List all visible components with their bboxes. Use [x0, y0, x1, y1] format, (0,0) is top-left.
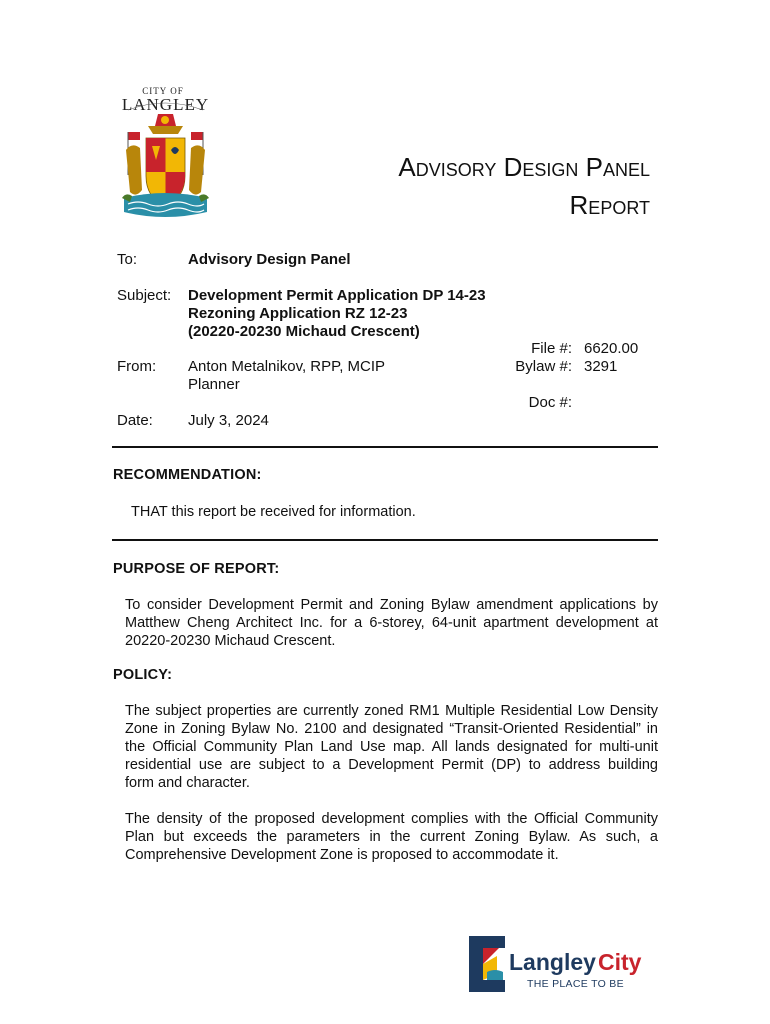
policy-line: residential use are subject to a Development Permit (DP) to address building — [125, 757, 658, 773]
recommendation-text: THAT this report be received for information. — [131, 504, 416, 520]
to-label: To: — [117, 251, 138, 268]
logo-text-langley: Langley — [509, 949, 596, 975]
report-title — [398, 148, 650, 224]
report-title-line2: Report — [569, 190, 650, 220]
subject-label: Subject: — [117, 287, 172, 304]
langley-city-logo — [467, 934, 652, 994]
bylaw-label: Bylaw #: — [515, 358, 572, 375]
coat-of-arms-icon — [118, 80, 213, 230]
from-title: Planner — [188, 376, 240, 393]
subject-line-2: Rezoning Application RZ 12-23 — [188, 305, 408, 322]
subject-line-3: (20220-20230 Michaud Crescent) — [188, 323, 420, 340]
policy-line: form and character. — [125, 775, 250, 791]
purpose-line: 20220-20230 Michaud Crescent. — [125, 633, 336, 649]
file-label: File #: — [531, 340, 572, 357]
from-name: Anton Metalnikov, RPP, MCIP — [188, 358, 386, 375]
file-value: 6620.00 — [584, 340, 639, 357]
logo-c-teal-icon — [487, 970, 503, 980]
logo-tagline: THE PLACE TO BE — [527, 978, 624, 990]
report-title-line1: Advisory Design Panel — [398, 152, 650, 182]
date-value: July 3, 2024 — [188, 412, 269, 429]
policy-line: The density of the proposed development complies with the Official Community — [125, 811, 658, 827]
policy-line: The subject properties are currently zoned RM1 Multiple Residential Low Density — [125, 703, 658, 719]
policy-heading: POLICY: — [113, 667, 173, 683]
purpose-text — [125, 596, 658, 650]
to-value: Advisory Design Panel — [188, 251, 351, 268]
policy-line: Plan but exceeds the parameters in the current Zoning Bylaw. As such, a — [125, 829, 658, 845]
from-label: From: — [117, 358, 157, 375]
date-label: Date: — [117, 412, 153, 429]
purpose-line: Matthew Cheng Architect Inc. for a 6-storey, 64-unit apartment development at — [125, 615, 658, 631]
crest-city-name: LANGLEY — [121, 95, 210, 114]
policy-paragraph-2 — [125, 810, 658, 864]
policy-line: Zone in Zoning Bylaw No. 2100 and designated “Transit-Oriented Residential” in — [125, 721, 658, 737]
crest-city-of: CITY OF — [142, 86, 184, 96]
purpose-heading: PURPOSE OF REPORT: — [113, 561, 280, 577]
divider-1 — [112, 446, 658, 448]
bylaw-value: 3291 — [584, 358, 618, 375]
policy-line: the Official Community Plan Land Use map. All lands designated for multi-unit — [125, 739, 658, 755]
policy-paragraph-1 — [125, 702, 658, 792]
subject-line-1: Development Permit Application DP 14-23 — [188, 287, 486, 304]
purpose-line: To consider Development Permit and Zoning Bylaw amendment applications by — [125, 597, 658, 613]
divider-2 — [112, 539, 658, 541]
policy-line: Comprehensive Development Zone is proposed to accommodate it. — [125, 847, 559, 863]
logo-text-city: City — [598, 949, 642, 975]
doc-label: Doc #: — [528, 394, 572, 411]
recommendation-heading: RECOMMENDATION: — [113, 467, 262, 483]
